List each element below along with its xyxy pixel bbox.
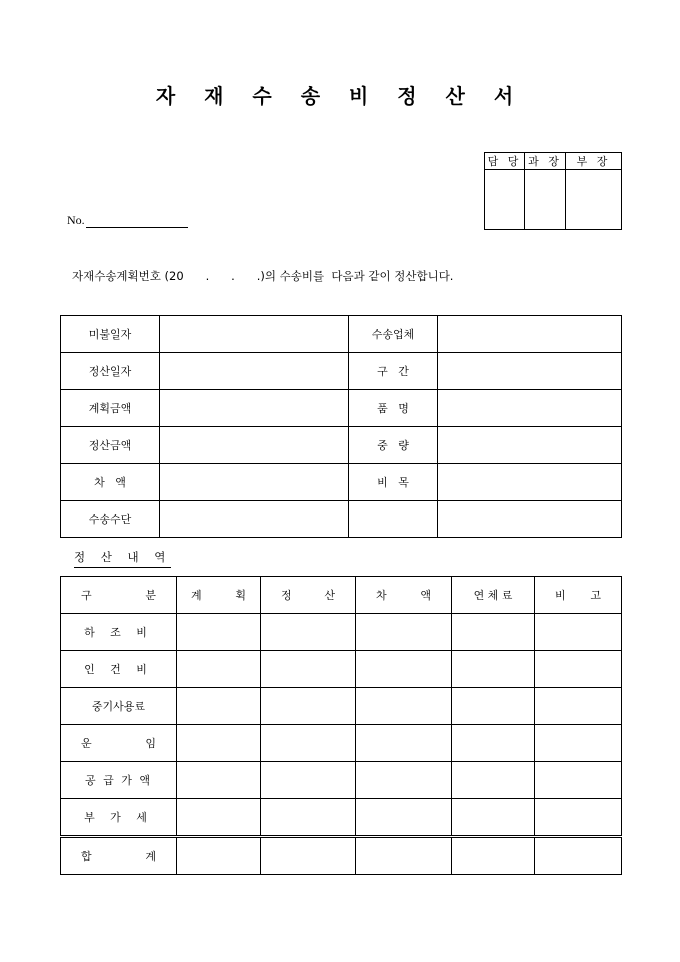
row-label: 하 조 비 (61, 614, 177, 651)
details-table (60, 576, 622, 875)
row-label: 공 급 가 액 (61, 762, 177, 799)
cell[interactable] (356, 799, 452, 837)
cell[interactable] (356, 688, 452, 725)
row-label: 중기사용료 (61, 688, 177, 725)
info-row (61, 464, 622, 501)
info-label: 정산금액 (61, 427, 160, 464)
row-label: 인 건 비 (61, 651, 177, 688)
info-value[interactable] (160, 390, 349, 427)
info-value[interactable] (160, 316, 349, 353)
cell[interactable] (535, 688, 622, 725)
cell[interactable] (452, 725, 535, 762)
details-row (61, 762, 622, 799)
header-difference: 차 액 (356, 577, 452, 614)
info-row (61, 501, 622, 538)
cell[interactable] (452, 651, 535, 688)
cell[interactable] (452, 799, 535, 837)
info-label: 차 액 (61, 464, 160, 501)
approval-box (484, 152, 622, 230)
cell[interactable] (452, 614, 535, 651)
cell[interactable] (261, 651, 356, 688)
cell[interactable] (452, 688, 535, 725)
cell[interactable] (535, 799, 622, 837)
info-value[interactable] (438, 390, 622, 427)
info-row (61, 353, 622, 390)
cell[interactable] (177, 725, 261, 762)
details-row (61, 614, 622, 651)
info-label: 수송수단 (61, 501, 160, 538)
info-value[interactable] (160, 353, 349, 390)
info-value[interactable] (438, 464, 622, 501)
cell[interactable] (177, 614, 261, 651)
info-row (61, 316, 622, 353)
cell[interactable] (356, 651, 452, 688)
cell[interactable] (452, 762, 535, 799)
info-table (60, 315, 622, 538)
details-row (61, 651, 622, 688)
cell[interactable] (261, 837, 356, 875)
approval-header-staff: 담 당 (485, 153, 525, 170)
cell[interactable] (535, 725, 622, 762)
details-row (61, 688, 622, 725)
cell[interactable] (356, 614, 452, 651)
info-row (61, 427, 622, 464)
info-label: 품 명 (349, 390, 438, 427)
info-label: 미불일자 (61, 316, 160, 353)
info-label: 비 목 (349, 464, 438, 501)
approval-sign-manager[interactable] (525, 170, 566, 230)
cell[interactable] (177, 837, 261, 875)
cell[interactable] (356, 762, 452, 799)
row-label: 부 가 세 (61, 799, 177, 837)
info-label: 계획금액 (61, 390, 160, 427)
info-row (61, 390, 622, 427)
cell[interactable] (535, 837, 622, 875)
info-value[interactable] (438, 316, 622, 353)
cell[interactable] (261, 799, 356, 837)
info-label: 수송업체 (349, 316, 438, 353)
cell[interactable] (177, 799, 261, 837)
cell[interactable] (535, 651, 622, 688)
document-number (67, 213, 188, 228)
cell[interactable] (177, 688, 261, 725)
details-header-row (61, 577, 622, 614)
info-value[interactable] (160, 501, 349, 538)
row-label: 운 임 (61, 725, 177, 762)
cell[interactable] (261, 688, 356, 725)
details-total-row (61, 837, 622, 875)
cell[interactable] (356, 725, 452, 762)
info-value[interactable] (160, 427, 349, 464)
cell[interactable] (261, 725, 356, 762)
cell[interactable] (261, 762, 356, 799)
info-value[interactable] (438, 353, 622, 390)
document-number-field[interactable] (86, 215, 188, 228)
info-label: 구 간 (349, 353, 438, 390)
header-plan: 계 획 (177, 577, 261, 614)
row-label: 합 계 (61, 837, 177, 875)
approval-sign-staff[interactable] (485, 170, 525, 230)
document-number-label: No. (67, 213, 85, 227)
header-category: 구 분 (61, 577, 177, 614)
cell[interactable] (452, 837, 535, 875)
info-label: 정산일자 (61, 353, 160, 390)
header-late-fee: 연 체 료 (452, 577, 535, 614)
cell[interactable] (535, 762, 622, 799)
header-settlement: 정 산 (261, 577, 356, 614)
approval-header-manager: 과 장 (525, 153, 566, 170)
header-remarks: 비 고 (535, 577, 622, 614)
cell[interactable] (356, 837, 452, 875)
info-label: 중 량 (349, 427, 438, 464)
details-row (61, 725, 622, 762)
info-value[interactable] (438, 427, 622, 464)
details-row (61, 799, 622, 837)
document-title: 자 재 수 송 비 정 산 서 (155, 84, 525, 108)
cell[interactable] (177, 762, 261, 799)
info-label (349, 501, 438, 538)
cell[interactable] (261, 614, 356, 651)
intro-text: 자재수송계획번호 (20 . . .)의 수송비를 다음과 같이 정산합니다. (72, 269, 454, 283)
approval-sign-director[interactable] (566, 170, 622, 230)
approval-header-director: 부 장 (566, 153, 622, 170)
info-value[interactable] (160, 464, 349, 501)
info-value[interactable] (438, 501, 622, 538)
section-title: 정 산 내 역 (74, 549, 171, 568)
cell[interactable] (177, 651, 261, 688)
cell[interactable] (535, 614, 622, 651)
